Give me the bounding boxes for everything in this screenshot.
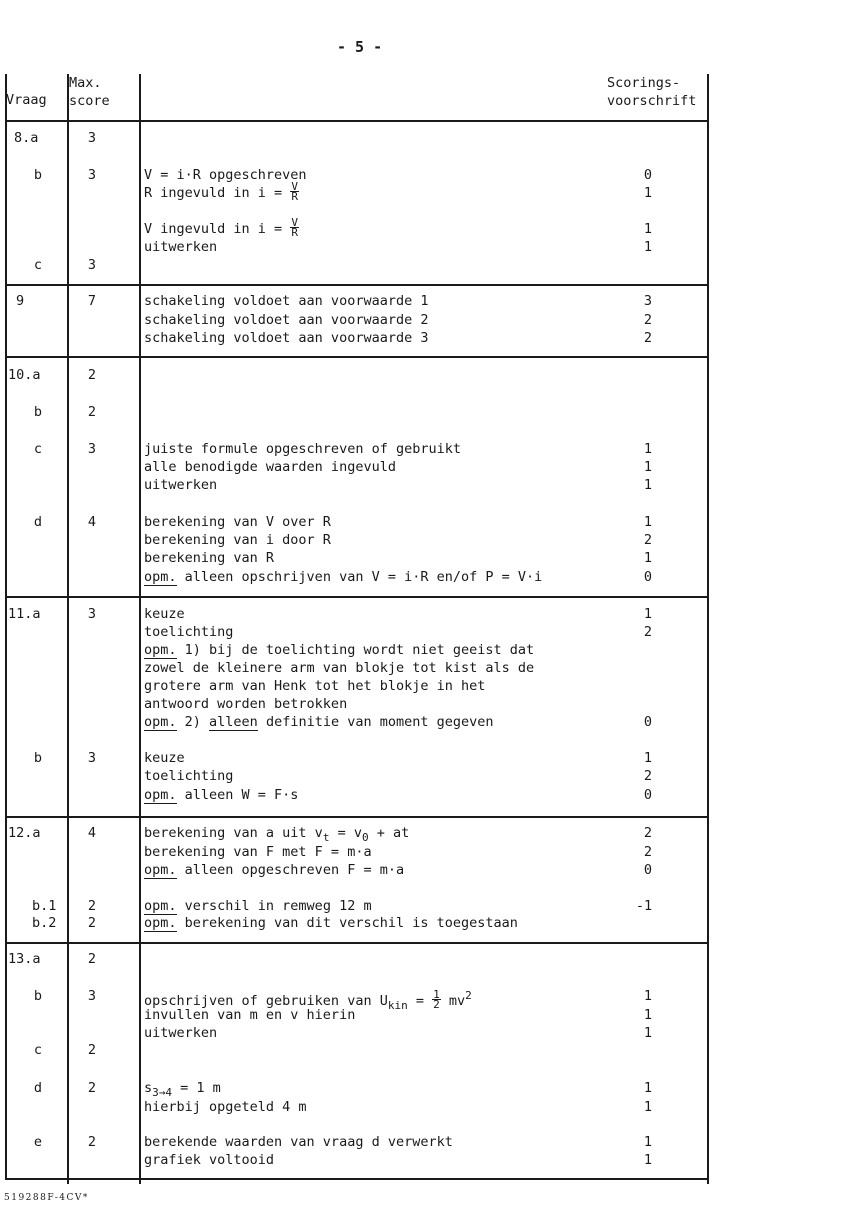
vraag-10b: b — [33, 404, 43, 420]
line-13e-2: grafiek voltooid — [144, 1152, 275, 1168]
line-10c-2: alle benodigde waarden ingevuld — [144, 459, 396, 475]
score-13d: 2 — [87, 1080, 97, 1096]
fraction: $\frac{V}{R}$ — [291, 179, 298, 203]
row-rule-10 — [5, 356, 709, 358]
score-8a: 3 — [87, 130, 97, 146]
points-8b-1: 0 — [643, 167, 653, 183]
line-11a-3: opm. 1) bij de toelichting wordt niet geeist dat — [144, 642, 535, 658]
points-12b1: -1 — [635, 898, 653, 914]
line-13b-2: invullen van m en v hierin — [144, 1007, 356, 1023]
opm-label: opm. — [144, 569, 177, 585]
line-10c-3: uitwerken — [144, 477, 218, 493]
table-divider-score — [139, 74, 141, 1184]
points-12a-1: 2 — [643, 825, 653, 841]
row-rule-13 — [5, 942, 709, 944]
points-11b-3: 0 — [643, 787, 653, 803]
points-8b-3: 1 — [643, 221, 653, 237]
page-number: - 5 - — [337, 38, 383, 56]
vraag-12b1: b.1 — [32, 898, 57, 914]
score-13c: 2 — [87, 1042, 97, 1058]
points-12a-2: 2 — [643, 844, 653, 860]
line-12b2: opm. berekening van dit verschil is toegestaan — [144, 915, 518, 931]
line-11a-1: keuze — [144, 606, 185, 622]
row-rule-11 — [5, 596, 709, 598]
score-8b: 3 — [87, 167, 97, 183]
line-12b1: opm. verschil in remweg 12 m — [144, 898, 372, 914]
score-10b: 2 — [87, 404, 97, 420]
header-vraag: Vraag — [6, 92, 47, 108]
header-max: Max. — [69, 75, 102, 91]
points-10c-1: 1 — [643, 441, 653, 457]
vraag-13d: d — [33, 1080, 43, 1096]
line-11a-4: zowel de kleinere arm van blokje tot kist als de — [144, 660, 535, 676]
points-10d-1: 1 — [643, 514, 653, 530]
row-rule-12 — [5, 816, 709, 818]
vraag-10c: c — [33, 441, 43, 457]
line-10c-1: juiste formule opgeschreven of gebruikt — [144, 441, 461, 457]
points-13b-2: 1 — [643, 1007, 653, 1023]
line-13e-1: berekende waarden van vraag d verwerkt — [144, 1134, 453, 1150]
line-11a-2: toelichting — [144, 624, 234, 640]
vraag-9: 9 — [16, 293, 25, 309]
line-11a-5: grotere arm van Henk tot het blokje in het — [144, 678, 486, 694]
score-9: 7 — [87, 293, 97, 309]
score-13a: 2 — [87, 951, 97, 967]
header-scorings: Scorings- — [607, 75, 681, 91]
points-10c-3: 1 — [643, 477, 653, 493]
opm-label: opm. — [144, 787, 177, 803]
opm-label: opm. — [144, 898, 177, 914]
line-10d-4: opm. alleen opschrijven van V = i·R en/of P = V·i — [144, 569, 543, 585]
opm-label: opm. — [144, 915, 177, 931]
vraag-8c: c — [33, 257, 43, 273]
fraction: $\frac{1}{2}$ — [433, 987, 440, 1011]
vraag-13b: b — [33, 988, 43, 1004]
vraag-8b: b — [33, 167, 43, 183]
score-8c: 3 — [87, 257, 97, 273]
vraag-12b2: b.2 — [32, 915, 57, 931]
points-13e-2: 1 — [643, 1152, 653, 1168]
points-11a-7: 0 — [643, 714, 653, 730]
vraag-12a: 12.a — [8, 825, 41, 841]
header-voorschrift: voorschrift — [607, 93, 697, 109]
points-11b-1: 1 — [643, 750, 653, 766]
points-8b-2: 1 — [643, 185, 653, 201]
line-10d-1: berekening van V over R — [144, 514, 331, 530]
points-12a-3: 0 — [643, 862, 653, 878]
vraag-11b: b — [33, 750, 43, 766]
points-13e-1: 1 — [643, 1134, 653, 1150]
line-13b-3: uitwerken — [144, 1025, 218, 1041]
points-11a-2: 2 — [643, 624, 653, 640]
score-10d: 4 — [87, 514, 97, 530]
document-code: 519288F-4CV* — [4, 1193, 89, 1203]
line-11a-7: opm. 2) alleen definitie van moment gegeven — [144, 714, 494, 730]
line-11b-3: opm. alleen W = F·s — [144, 787, 299, 803]
points-10d-3: 1 — [643, 550, 653, 566]
table-bottom-rule — [5, 1178, 709, 1180]
fraction: $\frac{V}{R}$ — [291, 215, 298, 239]
vraag-13c: c — [33, 1042, 43, 1058]
line-9-2: schakeling voldoet aan voorwaarde 2 — [144, 312, 429, 328]
vraag-13e: e — [33, 1134, 43, 1150]
line-12a-3: opm. alleen opgeschreven F = m·a — [144, 862, 405, 878]
vraag-8a: 8.a — [14, 130, 39, 146]
points-13b-3: 1 — [643, 1025, 653, 1041]
line-13d-1: $s_{3\to 4} = 1$ m — [144, 1080, 221, 1099]
score-13b: 3 — [87, 988, 97, 1004]
points-8b-4: 1 — [643, 239, 653, 255]
table-border-left — [5, 74, 7, 1178]
row-rule-9 — [5, 284, 709, 286]
vraag-10a: 10.a — [8, 367, 41, 383]
line-12a-1: berekening van a uit $v_t = v_0$ + at — [144, 825, 410, 844]
points-9-1: 3 — [643, 293, 653, 309]
opm-label: opm. — [144, 862, 177, 878]
score-12b1: 2 — [87, 898, 97, 914]
line-11a-6: antwoord worden betrokken — [144, 696, 348, 712]
score-10a: 2 — [87, 367, 97, 383]
score-10c: 3 — [87, 441, 97, 457]
points-9-3: 2 — [643, 330, 653, 346]
line-10d-3: berekening van R — [144, 550, 275, 566]
line-8b-4: uitwerken — [144, 239, 218, 255]
line-10d-2: berekening van i door R — [144, 532, 331, 548]
vraag-10d: d — [33, 514, 43, 530]
line-8b-2: R ingevuld in i = $\frac{V}{R}$ — [144, 179, 298, 203]
line-8b-1: V = i·R opgeschreven — [144, 167, 307, 183]
score-12b2: 2 — [87, 915, 97, 931]
line-9-1: schakeling voldoet aan voorwaarde 1 — [144, 293, 429, 309]
points-11b-2: 2 — [643, 768, 653, 784]
points-10d-4: 0 — [643, 569, 653, 585]
vraag-11a: 11.a — [8, 606, 41, 622]
points-13b-1: 1 — [643, 988, 653, 1004]
table-border-right — [707, 74, 709, 1184]
line-11b-2: toelichting — [144, 768, 234, 784]
points-9-2: 2 — [643, 312, 653, 328]
opm-label: opm. — [144, 642, 177, 658]
opm-label: opm. — [144, 714, 177, 730]
vraag-13a: 13.a — [8, 951, 41, 967]
line-11b-1: keuze — [144, 750, 185, 766]
score-11a: 3 — [87, 606, 97, 622]
line-13d-2: hierbij opgeteld 4 m — [144, 1099, 307, 1115]
score-11b: 3 — [87, 750, 97, 766]
line-13b-1: opschrijven of gebruiken van $U_{kin}$ = $\frac{1}{2}$ $mv^2$ — [144, 987, 472, 1012]
points-11a-1: 1 — [643, 606, 653, 622]
line-8b-3: V ingevuld in i = $\frac{V}{R}$ — [144, 215, 298, 239]
header-rule — [5, 120, 709, 122]
score-12a: 4 — [87, 825, 97, 841]
points-10d-2: 2 — [643, 532, 653, 548]
points-13d-2: 1 — [643, 1099, 653, 1115]
points-10c-2: 1 — [643, 459, 653, 475]
table-divider-vraag — [67, 74, 69, 1184]
score-13e: 2 — [87, 1134, 97, 1150]
header-score-label: score — [69, 93, 110, 109]
line-12a-2: berekening van F met F = m·a — [144, 844, 372, 860]
points-13d-1: 1 — [643, 1080, 653, 1096]
line-9-3: schakeling voldoet aan voorwaarde 3 — [144, 330, 429, 346]
